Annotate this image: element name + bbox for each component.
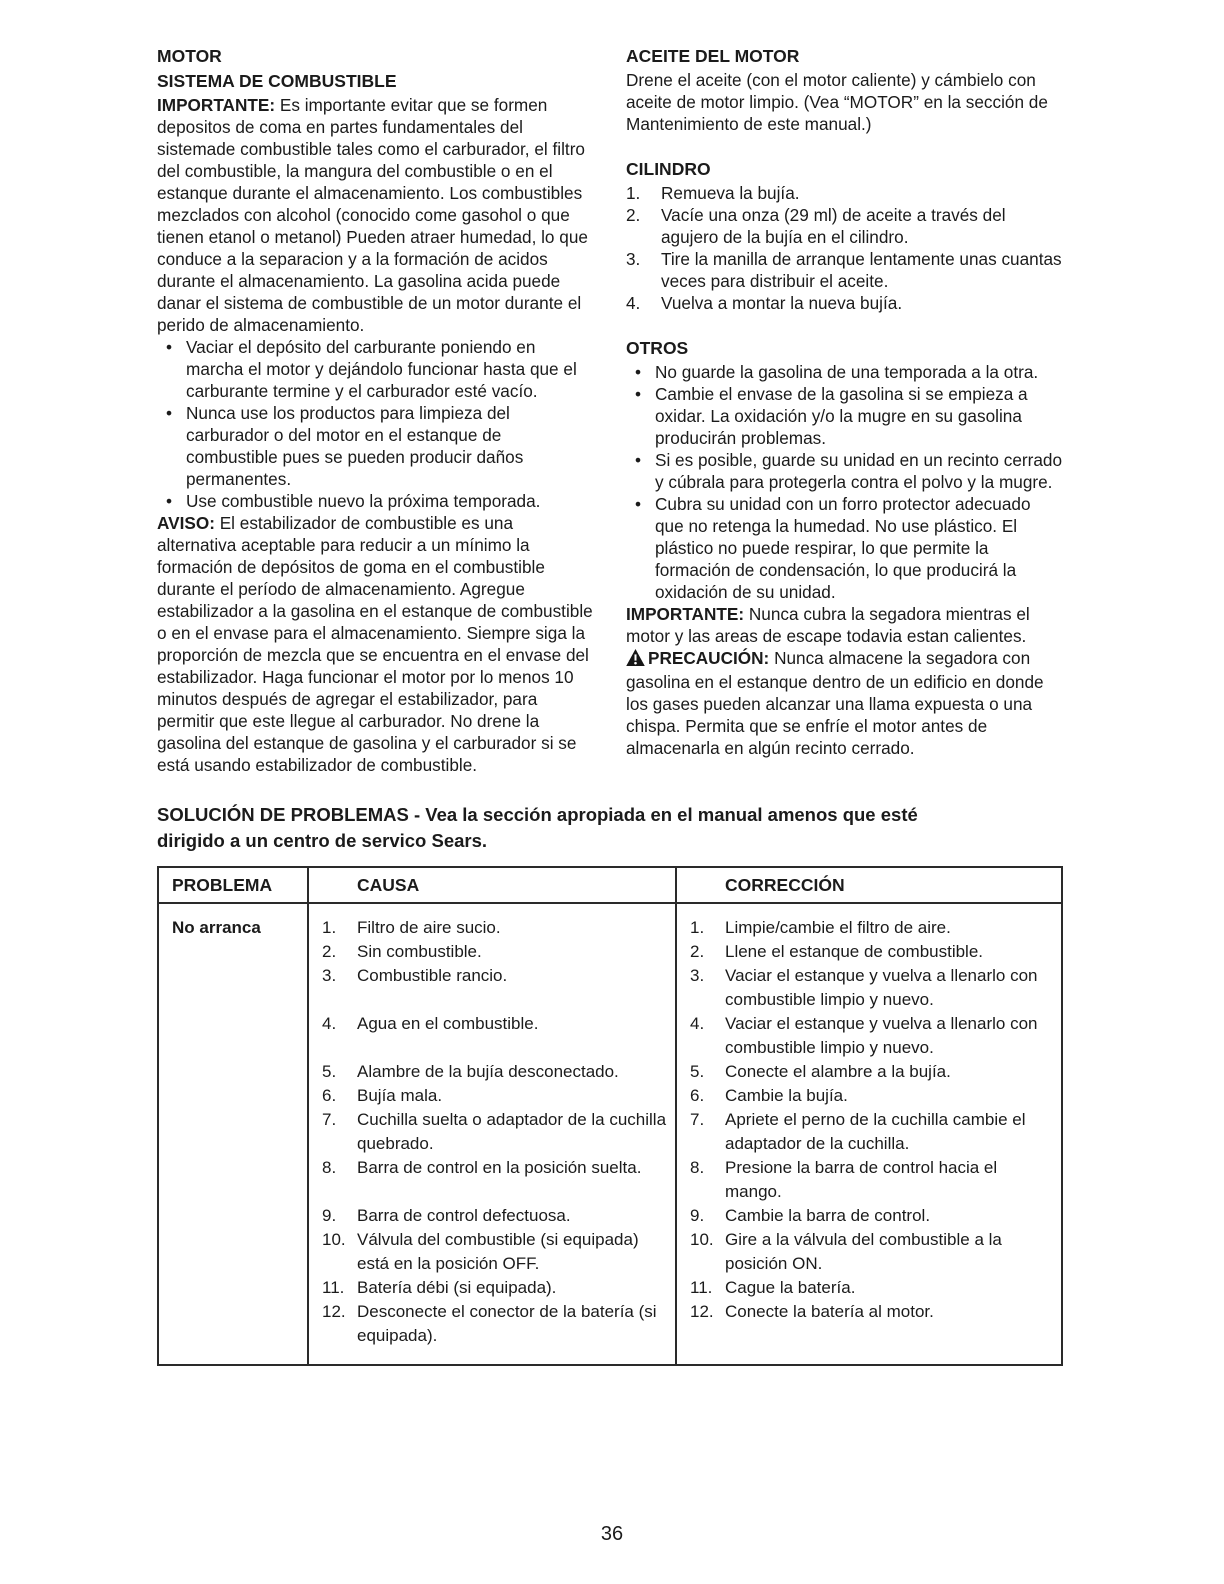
table-row: 3. Combustible rancio. 3. Vaciar el estanque y vuelva a llenarlo con combustible limpio y nuevo. [158, 964, 1062, 1012]
precaucion-label: PRECAUCIÓN: [648, 648, 770, 668]
table-row: 12. Desconecte el conector de la batería (si equipada). 12. Conecte la batería al motor. [158, 1300, 1062, 1365]
cause-text: Filtro de aire sucio. [357, 918, 501, 937]
aceite-heading: ACEITE DEL MOTOR [626, 46, 800, 66]
aceite-paragraph: Drene el aceite (con el motor caliente) y cámbielo con aceite de motor limpio. (Vea “MOTOR” en la sección de Mantenimiento de este manual.) [626, 70, 1048, 134]
cause-text: Barra de control en la posición suelta. [357, 1158, 642, 1177]
bullet-item: • Si es posible, guarde su unidad en un recinto cerrado y cúbrala para protegerla contra el polvo y la mugre. [626, 449, 1063, 493]
correction-text: Limpie/cambie el filtro de aire. [725, 918, 951, 937]
troubleshooting-table [157, 866, 1063, 1366]
bullet-item: • Cubra su unidad con un forro protector adecuado que no retenga la humedad. No use plástico. El plástico no puede respirar, lo que permite la formación de condensación, lo que producirá la oxidación de su unidad. [626, 493, 1063, 603]
aviso-text: El estabilizador de combustible es una alternativa aceptable para reducir a un mínimo la formación de depósitos de goma en el combustible durante el período de almacenamiento. Agregue estabilizador a la gasolina en el estanque de combustible o en el envase para el almacenamiento. Siempre siga la proporción de mezcla que se encuentra en el envase del estabilizador. Haga funcionar el motor por lo menos 10 minutos después de agregar el estabilizador, para permitir que este llegue al carburador. No drene la gasolina del estanque de gasolina y el carburador si se está usando estabilizador de combustible. [157, 513, 593, 775]
aviso-label: AVISO: [157, 513, 215, 533]
importante-label-right: IMPORTANTE: [626, 604, 745, 624]
bullet-item: • Nunca use los productos para limpieza del carburador o del motor en el estanque de combustible pues se pueden producir daños permanentes. [157, 402, 593, 490]
cause-text: Barra de control defectuosa. [357, 1206, 571, 1225]
correction-text: Gire a la válvula del combustible a la posición ON. [725, 1230, 1002, 1273]
correction-text: Conecte el alambre a la bujía. [725, 1062, 951, 1081]
table-row: 8. Barra de control en la posición suelta. 8. Presione la barra de control hacia el mango. [158, 1156, 1062, 1204]
cause-text: Válvula del combustible (si equipada) está en la posición OFF. [357, 1230, 639, 1273]
correction-text: Vaciar el estanque y vuelva a llenarlo con combustible limpio y nuevo. [725, 966, 1038, 1009]
table-row: 9. Barra de control defectuosa. 9. Cambie la barra de control. [158, 1204, 1062, 1228]
column-header-problema: PROBLEMA [158, 867, 308, 903]
table-row: 2. Sin combustible. 2. Llene el estanque de combustible. [158, 940, 1062, 964]
table-row: 7. Cuchilla suelta o adaptador de la cuchilla quebrado. 7. Apriete el perno de la cuchilla cambie el adaptador de la cuchilla. [158, 1108, 1062, 1156]
numbered-item: 2. Vacíe una onza (29 ml) de aceite a través del agujero de la bujía en el cilindro. [626, 205, 1006, 247]
bullet-item: • No guarde la gasolina de una temporada a la otra. [626, 361, 1063, 383]
otros-heading: OTROS [626, 338, 689, 358]
table-row: 11. Batería débi (si equipada). 11. Cague la batería. [158, 1276, 1062, 1300]
correction-text: Presione la barra de control hacia el mango. [725, 1158, 998, 1201]
cause-text: Bujía mala. [357, 1086, 443, 1105]
table-row: 4. Agua en el combustible. 4. Vaciar el estanque y vuelva a llenarlo con combustible limpio y nuevo. [158, 1012, 1062, 1060]
correction-text: Apriete el perno de la cuchilla cambie el adaptador de la cuchilla. [725, 1110, 1026, 1153]
numbered-item: 1. Remueva la bujía. [626, 183, 800, 203]
importante-text: Es importante evitar que se formen depositos de coma en partes fundamentales del sistemade combustible tales como el carburador, el filtro del combustible, la mangura del combustible o en el estanque durante el almacenamiento. Los combustibles mezclados con alcohol (conocido come gasohol o que tienen etanol o metanol) Pueden atraer humedad, lo que conduce a la separacion y a la formación de acidos durante el almacenamiento. La gasolina acida puede danar el sistema de combustible de un motor durante el perido de almacenamiento. [157, 95, 588, 335]
precaucion-paragraph [626, 647, 1063, 759]
importante-label: IMPORTANTE: [157, 95, 276, 115]
correction-text: Conecte la batería al motor. [725, 1302, 934, 1321]
troubleshooting-heading: SOLUCIÓN DE PROBLEMAS - Vea la sección apropiada en el manual amenos que esté dirigido a un centro de servico Sears. [157, 804, 918, 851]
correction-text: Cambie la bujía. [725, 1086, 848, 1105]
importante-text-right: Nunca cubra la segadora mientras el motor y las areas de escape todavia estan calientes. [626, 604, 1030, 646]
bullet-item: • Vaciar el depósito del carburante poniendo en marcha el motor y dejándolo funcionar hasta que el carburante termine y el carburador esté vacío. [157, 336, 593, 402]
warning-icon [626, 649, 645, 671]
table-row: 10. Válvula del combustible (si equipada) está en la posición OFF. 10. Gire a la válvula del combustible a la posición ON. [158, 1228, 1062, 1276]
cause-text: Combustible rancio. [357, 966, 508, 985]
table-row: No arranca 1. Filtro de aire sucio. 1. Limpie/cambie el filtro de aire. [158, 903, 1062, 940]
two-column-body [157, 44, 1063, 776]
numbered-item: 3. Tire la manilla de arranque lentamente unas cuantas veces para distribuir el aceite. [626, 249, 1062, 291]
fuel-system-bullet-list [157, 336, 593, 512]
cause-text: Alambre de la bujía desconectado. [357, 1062, 619, 1081]
precaucion-text: Nunca almacene la segadora con gasolina en el estanque dentro de un edificio en donde los gases pueden alcanzar una llama expuesta o una chispa. Permita que se enfríe el motor antes de almacenarla en algún recinto cerrado. [626, 648, 1044, 758]
correction-text: Cambie la barra de control. [725, 1206, 931, 1225]
cilindro-numbered-list [626, 182, 1063, 314]
cause-text: Cuchilla suelta o adaptador de la cuchilla quebrado. [357, 1110, 667, 1153]
sistema-combustible-heading: SISTEMA DE COMBUSTIBLE [157, 71, 397, 91]
table-row: 5. Alambre de la bujía desconectado. 5. Conecte el alambre a la bujía. [158, 1060, 1062, 1084]
correction-text: Cague la batería. [725, 1278, 856, 1297]
correction-text: Vaciar el estanque y vuelva a llenarlo con combustible limpio y nuevo. [725, 1014, 1038, 1057]
right-column [626, 44, 1063, 776]
importante-paragraph-right [626, 603, 1063, 647]
column-header-causa: CAUSA [308, 867, 676, 903]
importante-paragraph [157, 94, 593, 336]
cause-text: Agua en el combustible. [357, 1014, 539, 1033]
motor-heading: MOTOR [157, 46, 222, 66]
column-header-correccion: CORRECCIÓN [676, 867, 1062, 903]
left-column [157, 44, 593, 776]
numbered-item: 4. Vuelva a montar la nueva bujía. [626, 293, 903, 313]
page-number: 36 [600, 1523, 624, 1545]
problem-label: No arranca [172, 918, 261, 937]
cause-text: Desconecte el conector de la batería (si equipada). [357, 1302, 657, 1345]
bullet-item: • Use combustible nuevo la próxima temporada. [157, 490, 593, 512]
aviso-paragraph [157, 512, 593, 776]
cause-text: Sin combustible. [357, 942, 482, 961]
otros-bullet-list [626, 361, 1063, 603]
table-row: 6. Bujía mala. 6. Cambie la bujía. [158, 1084, 1062, 1108]
cause-text: Batería débi (si equipada). [357, 1278, 557, 1297]
correction-text: Llene el estanque de combustible. [725, 942, 984, 961]
bullet-item: • Cambie el envase de la gasolina si se empieza a oxidar. La oxidación y/o la mugre en su gasolina producirán problemas. [626, 383, 1063, 449]
cilindro-heading: CILINDRO [626, 159, 711, 179]
table-header-row [158, 867, 1062, 903]
